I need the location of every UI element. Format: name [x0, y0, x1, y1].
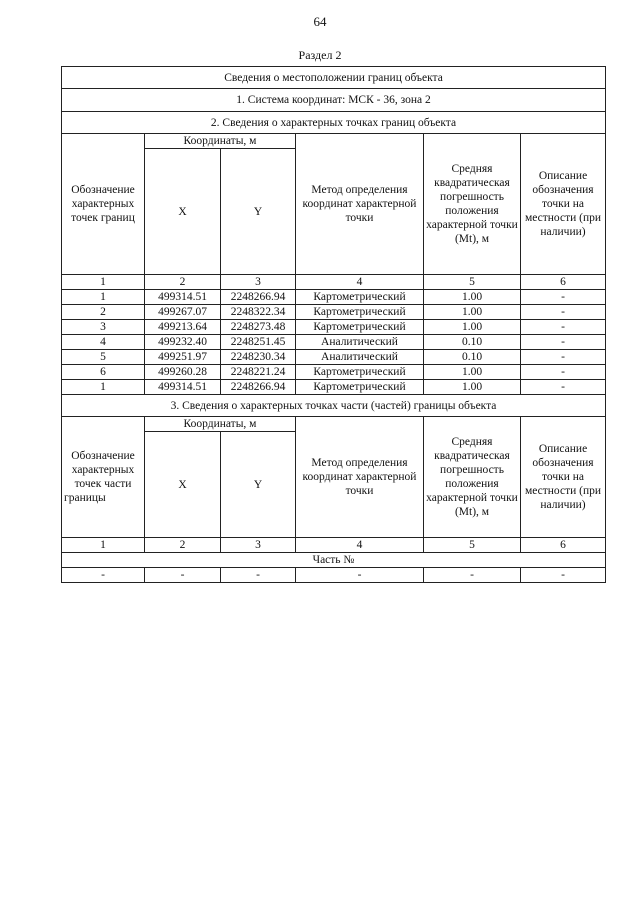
col-number: 6	[521, 275, 606, 290]
col-number: 4	[296, 275, 424, 290]
error-value-cell: 1.00	[424, 320, 521, 335]
table-row	[62, 350, 606, 365]
y-coordinate-cell: 2248230.34	[221, 350, 296, 365]
col-number: 4	[296, 538, 424, 553]
method-cell: Аналитический	[296, 350, 424, 365]
description-cell: -	[521, 568, 606, 583]
description-cell: -	[521, 320, 606, 335]
error-value-cell: 1.00	[424, 380, 521, 395]
table-row	[62, 365, 606, 380]
table-row	[62, 320, 606, 335]
col-number: 1	[62, 538, 145, 553]
section3-heading: 3. Сведения о характерных точках части (частей) границы объекта	[62, 395, 606, 417]
y-coordinate-cell: 2248266.94	[221, 380, 296, 395]
point-number-cell: 5	[62, 350, 145, 365]
x-coordinate-cell: -	[145, 568, 221, 583]
col-number: 3	[221, 538, 296, 553]
boundaries-table	[61, 66, 606, 583]
y-coordinate-cell: 2248273.48	[221, 320, 296, 335]
x-coordinate-cell: 499314.51	[145, 380, 221, 395]
col-number: 2	[145, 538, 221, 553]
point-number-cell: 3	[62, 320, 145, 335]
header-y: Y	[221, 432, 296, 538]
point-number-cell: -	[62, 568, 145, 583]
header-error: Средняя квадратическая погрешность положения характерной точки (Mt), м	[424, 134, 521, 275]
method-cell: Картометрический	[296, 365, 424, 380]
point-number-cell: 4	[62, 335, 145, 350]
point-number-cell: 1	[62, 380, 145, 395]
description-cell: -	[521, 335, 606, 350]
method-cell: -	[296, 568, 424, 583]
error-value-cell: 0.10	[424, 335, 521, 350]
method-cell: Картометрический	[296, 290, 424, 305]
col-number: 5	[424, 538, 521, 553]
header-method: Метод определения координат характерной точки	[296, 417, 424, 538]
section-title: Раздел 2	[298, 48, 342, 62]
table-row	[62, 568, 606, 583]
col-number: 2	[145, 275, 221, 290]
section2-heading: 2. Сведения о характерных точках границ объекта	[62, 112, 606, 134]
header-x: X	[145, 149, 221, 275]
point-number-cell: 1	[62, 290, 145, 305]
y-coordinate-cell: 2248322.34	[221, 305, 296, 320]
method-cell: Аналитический	[296, 335, 424, 350]
coord-system: 1. Система координат: МСК - 36, зона 2	[62, 89, 606, 112]
description-cell: -	[521, 350, 606, 365]
x-coordinate-cell: 499232.40	[145, 335, 221, 350]
x-coordinate-cell: 499260.28	[145, 365, 221, 380]
table-row	[62, 290, 606, 305]
error-value-cell: 1.00	[424, 365, 521, 380]
x-coordinate-cell: 499267.07	[145, 305, 221, 320]
table-row	[62, 380, 606, 395]
header-point: Обозначение характерных точек части границы	[62, 417, 145, 538]
header-coords: Координаты, м	[145, 134, 296, 149]
error-value-cell: 1.00	[424, 305, 521, 320]
y-coordinate-cell: 2248251.45	[221, 335, 296, 350]
table-row	[62, 305, 606, 320]
method-cell: Картометрический	[296, 380, 424, 395]
header-description: Описание обозначения точки на местности (при наличии)	[521, 134, 606, 275]
description-cell: -	[521, 380, 606, 395]
table-title: Сведения о местоположении границ объекта	[62, 67, 606, 89]
y-coordinate-cell: -	[221, 568, 296, 583]
description-cell: -	[521, 305, 606, 320]
column-numbers-row	[62, 538, 606, 553]
y-coordinate-cell: 2248266.94	[221, 290, 296, 305]
y-coordinate-cell: 2248221.24	[221, 365, 296, 380]
header-point: Обозначение характерных точек границ	[62, 134, 145, 275]
column-numbers-row	[62, 275, 606, 290]
x-coordinate-cell: 499251.97	[145, 350, 221, 365]
description-cell: -	[521, 365, 606, 380]
error-value-cell: 1.00	[424, 290, 521, 305]
col-number: 3	[221, 275, 296, 290]
method-cell: Картометрический	[296, 305, 424, 320]
description-cell: -	[521, 290, 606, 305]
error-value-cell: 0.10	[424, 350, 521, 365]
col-number: 5	[424, 275, 521, 290]
part-label: Часть №	[62, 553, 606, 568]
x-coordinate-cell: 499314.51	[145, 290, 221, 305]
point-number-cell: 6	[62, 365, 145, 380]
page-number: 64	[313, 14, 327, 29]
header-x: X	[145, 432, 221, 538]
header-method: Метод определения координат характерной точки	[296, 134, 424, 275]
point-number-cell: 2	[62, 305, 145, 320]
header-y: Y	[221, 149, 296, 275]
method-cell: Картометрический	[296, 320, 424, 335]
col-number: 6	[521, 538, 606, 553]
table-row	[62, 335, 606, 350]
header-description: Описание обозначения точки на местности (при наличии)	[521, 417, 606, 538]
header-error: Средняя квадратическая погрешность положения характерной точки (Mt), м	[424, 417, 521, 538]
error-value-cell: -	[424, 568, 521, 583]
col-number: 1	[62, 275, 145, 290]
header-coords: Координаты, м	[145, 417, 296, 432]
x-coordinate-cell: 499213.64	[145, 320, 221, 335]
